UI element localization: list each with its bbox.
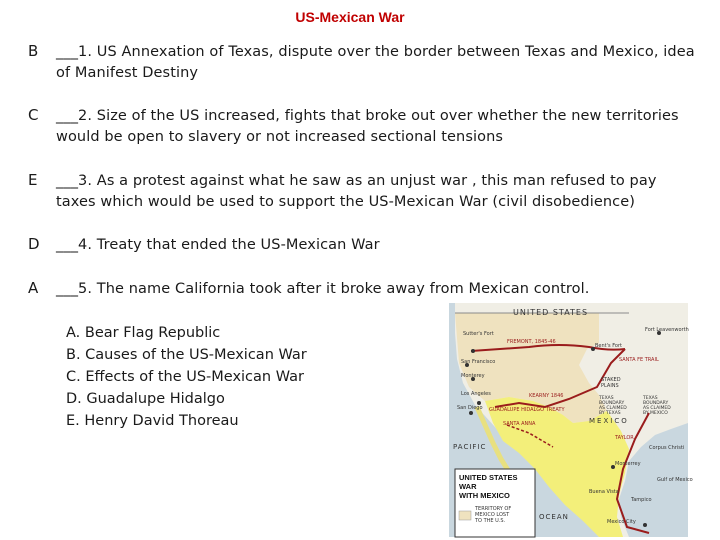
answer-letter: A (28, 279, 39, 297)
question-text: ___3. As a protest against what he saw as an unjust war , this man refused to pay taxes which would be used to support the US-Mexican War (civil disobedience) (56, 173, 657, 210)
answer-letter: C (28, 106, 39, 124)
map-label: TEXAS (643, 396, 658, 401)
legend-item: MEXICO LOST (475, 512, 510, 518)
legend-title: WAR (459, 482, 477, 491)
map-label: Monterrey (615, 461, 641, 467)
answer-choices (66, 322, 307, 432)
map-label: BOUNDARY (599, 401, 625, 406)
map-label: BOUNDARY (643, 401, 669, 406)
map-label: Mexico City (607, 519, 636, 525)
question-text: ___2. Size of the US increased, fights that broke out over whether the new territories would be open to slavery or not increased sectional tensions (56, 108, 679, 145)
choice-item: A. Bear Flag Republic (66, 325, 221, 341)
choice-item: E. Henry David Thoreau (66, 413, 239, 429)
choice-item: B. Causes of the US-Mexican War (66, 347, 307, 363)
map-label: Sutter's Fort (463, 331, 494, 337)
legend-title: UNITED STATES (459, 473, 518, 482)
map-label: San Francisco (461, 359, 496, 365)
map-label: MEXICO (589, 417, 629, 425)
map-label: PLAINS (601, 383, 619, 389)
map-label: San Diego (457, 405, 483, 411)
map-label: Bent's Fort (595, 343, 622, 349)
map-legend (455, 469, 535, 537)
answer-letter: B (28, 42, 39, 60)
city-dot (469, 411, 473, 415)
map-label: Monterey (461, 373, 485, 379)
map-label: GUADALUPE HIDALGO TREATY (489, 407, 565, 413)
map-label: Gulf of Mexico (657, 477, 693, 483)
map-label: Buena Vista (589, 489, 619, 495)
map-label: Los Angeles (461, 391, 491, 397)
map-label: BY TEXAS (599, 411, 621, 416)
legend-item: TERRITORY OF (475, 506, 512, 512)
map-label: Corpus Christi (649, 445, 685, 451)
map-label: Tampico (631, 497, 652, 503)
city-dot (643, 523, 647, 527)
map-label: SANTA ANNA (503, 421, 536, 427)
choice-item: D. Guadalupe Hidalgo (66, 391, 225, 407)
legend-swatch (459, 511, 471, 520)
answer-letter: E (28, 171, 38, 189)
map-label: UNITED STATES (513, 308, 589, 317)
choice-item: C. Effects of the US-Mexican War (66, 369, 304, 385)
map-label: Fort Leavenworth (645, 327, 689, 333)
map-label: KEARNY 1846 (529, 393, 564, 399)
answer-letter: D (28, 235, 40, 253)
map-label: PACIFIC (453, 443, 487, 451)
map-label: TEXAS (599, 396, 614, 401)
page-title: US-Mexican War (295, 9, 405, 25)
question-text: ___5. The name California took after it broke away from Mexican control. (56, 281, 590, 297)
question-text: ___4. Treaty that ended the US-Mexican War (56, 237, 380, 253)
map-label: STAKED (601, 377, 621, 383)
map-label: TAYLOR (615, 435, 634, 441)
map-label: AS CLAIMED (599, 406, 627, 411)
legend-item: TO THE U.S. (475, 518, 506, 524)
city-dot (471, 349, 475, 353)
map-label: SANTA FE TRAIL (619, 357, 659, 363)
legend-title: WITH MEXICO (459, 491, 510, 500)
war-map (449, 303, 693, 537)
map-label: FREMONT, 1845-46 (507, 339, 556, 345)
map-label: AS CLAIMED (643, 406, 671, 411)
map-label: OCEAN (539, 513, 569, 521)
map-label: BY MEXICO (643, 411, 668, 416)
question-text: ___1. US Annexation of Texas, dispute over the border between Texas and Mexico, idea of Manifest Destiny (56, 44, 695, 81)
